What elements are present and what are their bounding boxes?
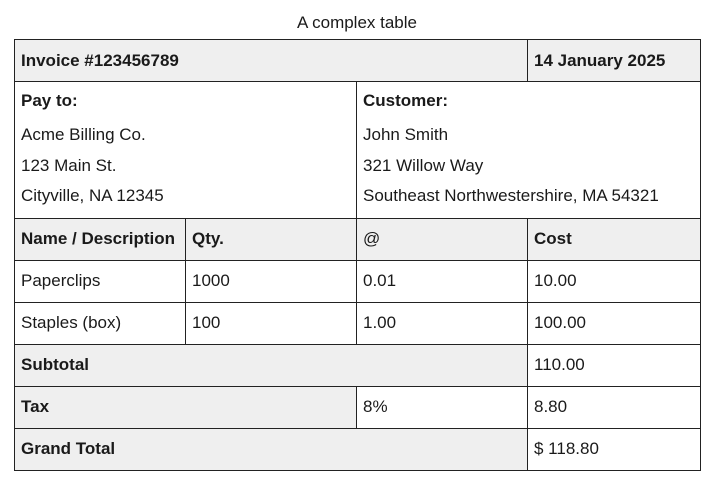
invoice-number: Invoice #123456789 — [15, 40, 528, 82]
tax-value: 8.80 — [528, 386, 701, 428]
grand-total-value: $ 118.80 — [528, 428, 701, 470]
subtotal-label: Subtotal — [15, 344, 528, 386]
address-row — [15, 82, 701, 219]
table-caption: A complex table — [296, 13, 417, 32]
pay-to-heading: Pay to: — [21, 91, 78, 110]
item-qty: 100 — [186, 302, 357, 344]
customer-block — [357, 82, 701, 219]
invoice-table — [14, 39, 701, 471]
column-header-row — [15, 218, 701, 260]
table-row — [15, 260, 701, 302]
tax-label: Tax — [15, 386, 357, 428]
column-header-name: Name / Description — [15, 218, 186, 260]
item-name: Paperclips — [15, 260, 186, 302]
column-header-qty: Qty. — [186, 218, 357, 260]
column-header-at: @ — [357, 218, 528, 260]
item-unit-price: 1.00 — [357, 302, 528, 344]
subtotal-row — [15, 344, 701, 386]
item-cost: 10.00 — [528, 260, 701, 302]
table-row — [15, 302, 701, 344]
tax-row — [15, 386, 701, 428]
customer-city: Southeast Northwestershire, MA 54321 — [363, 186, 659, 205]
item-unit-price: 0.01 — [357, 260, 528, 302]
pay-to-name: Acme Billing Co. — [21, 125, 146, 144]
column-header-cost: Cost — [528, 218, 701, 260]
item-qty: 1000 — [186, 260, 357, 302]
pay-to-street: 123 Main St. — [21, 155, 117, 175]
customer-street: 321 Willow Way — [363, 155, 484, 175]
tax-rate: 8% — [357, 386, 528, 428]
pay-to-city: Cityville, NA 12345 — [21, 186, 164, 205]
customer-heading: Customer: — [363, 91, 449, 110]
customer-name: John Smith — [363, 125, 449, 144]
subtotal-value: 110.00 — [528, 344, 701, 386]
invoice-header-row — [15, 40, 701, 82]
invoice-date: 14 January 2025 — [528, 40, 701, 82]
grand-total-label: Grand Total — [15, 428, 528, 470]
item-name: Staples (box) — [15, 302, 186, 344]
item-cost: 100.00 — [528, 302, 701, 344]
pay-to-block — [15, 82, 357, 219]
grand-total-row — [15, 428, 701, 470]
